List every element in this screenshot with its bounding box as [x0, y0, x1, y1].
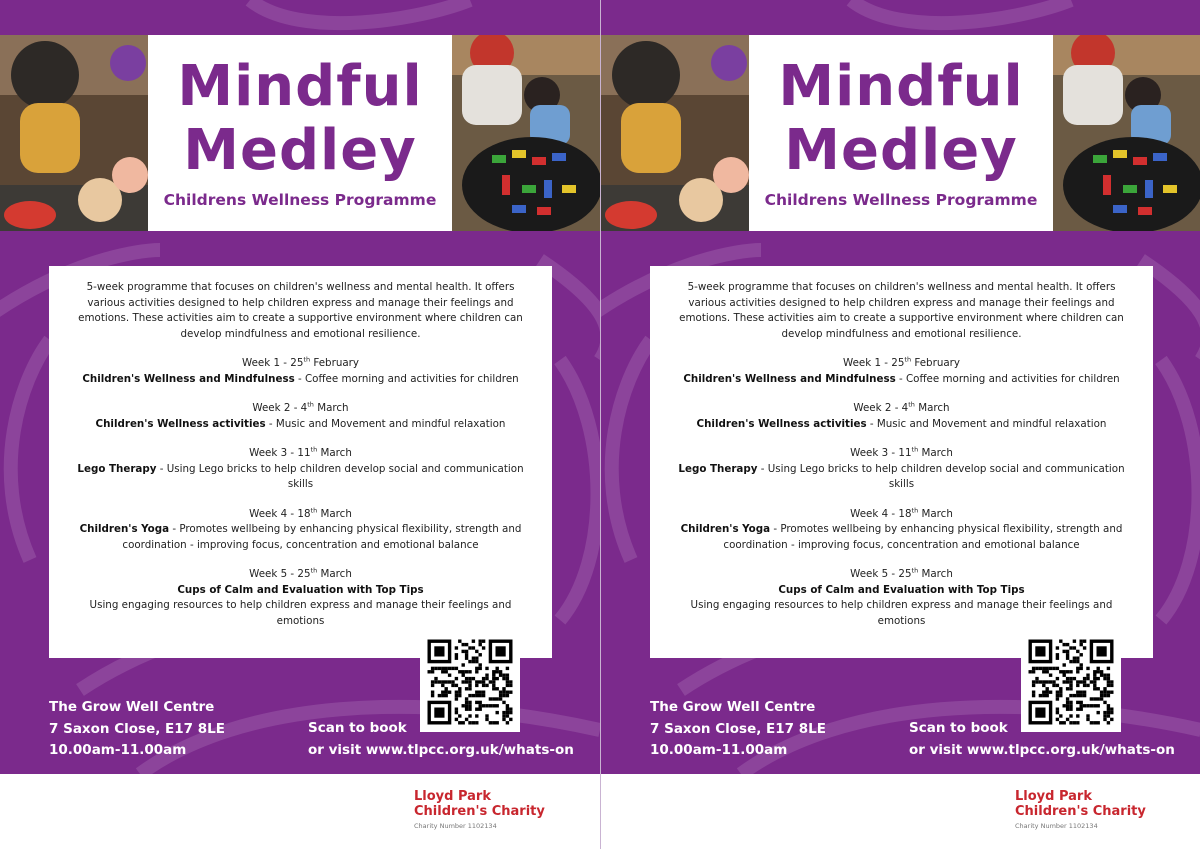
charity-number: Charity Number 1102134: [414, 822, 497, 830]
photo-child-bowl: [0, 35, 148, 231]
qr-code-icon[interactable]: [1021, 632, 1121, 732]
photo-child-bowl: [601, 35, 749, 231]
week-date: Week 1 - 25th February: [843, 355, 960, 369]
week-date: Week 3 - 11th March: [850, 445, 953, 459]
week-description: Children's Wellness activities - Music and Movement and mindful relaxation: [696, 417, 1107, 430]
header-band: [0, 35, 600, 231]
visit-website-link[interactable]: or visit www.tlpcc.org.uk/whats-on: [909, 741, 1175, 758]
logo-line-2: Children's Charity: [414, 804, 545, 819]
title-line-2: Medley: [183, 118, 417, 183]
week-description: Lego Therapy - Using Lego bricks to help children develop social and communication skills: [678, 462, 1125, 490]
week-item: [650, 567, 1153, 629]
scan-to-book: Scan to book: [909, 720, 1008, 736]
title-line-1: Mindful: [177, 54, 423, 119]
venue-block: [650, 697, 826, 762]
qr-code-icon[interactable]: [420, 632, 520, 732]
title-line-2: Medley: [784, 118, 1018, 183]
venue-name: The Grow Well Centre: [49, 699, 215, 715]
week-activity-name: Children's Yoga: [79, 523, 170, 535]
week-item: [650, 507, 1153, 554]
week-activity-name: Children's Wellness and Mindfulness: [683, 372, 896, 385]
week-item: [49, 446, 552, 493]
subtitle: Childrens Wellness Programme: [764, 191, 1038, 209]
charity-number: Charity Number 1102134: [1015, 822, 1098, 830]
header-band: [601, 35, 1200, 231]
week-item: [650, 446, 1153, 493]
week-description: Children's Wellness and Mindfulness - Coffee morning and activities for children: [82, 372, 519, 385]
title-box: [749, 35, 1053, 231]
week-item: [49, 401, 552, 432]
week-description: Cups of Calm and Evaluation with Top Tips Using engaging resources to help children express and manage their feelings and emotions: [650, 583, 1153, 630]
scan-to-book: Scan to book: [308, 720, 407, 736]
intro-text: 5-week programme that focuses on children's wellness and mental health. It offers various activities designed to help children express and manage their feelings and emotions. These activities aim to create a supportive environment where children can develop mindfulness and emotional resilience.: [78, 281, 523, 340]
photo-lego-play: [452, 35, 600, 231]
week-description: Children's Wellness activities - Music and Movement and mindful relaxation: [95, 417, 506, 430]
week-item: [49, 507, 552, 554]
week-date: Week 1 - 25th February: [242, 355, 359, 369]
week-item: [49, 567, 552, 629]
intro-text: 5-week programme that focuses on children's wellness and mental health. It offers various activities designed to help children express and manage their feelings and emotions. These activities aim to create a supportive environment where children can develop mindfulness and emotional resilience.: [679, 281, 1124, 340]
venue-time: 10.00am-11.00am: [650, 742, 788, 758]
week-date: Week 5 - 25th March: [249, 566, 352, 580]
visit-website-link[interactable]: or visit www.tlpcc.org.uk/whats-on: [308, 741, 574, 758]
subtitle: Childrens Wellness Programme: [163, 191, 437, 209]
venue-block: [49, 697, 225, 762]
lloyd-park-logo: [1015, 790, 1146, 830]
venue-name: The Grow Well Centre: [650, 699, 816, 715]
week-activity-name: Children's Yoga: [680, 523, 771, 535]
week-activity-name: Cups of Calm and Evaluation with Top Tips: [778, 583, 1025, 596]
week-date: Week 3 - 11th March: [249, 445, 352, 459]
week-item: [650, 401, 1153, 432]
logo-line-2: Children's Charity: [1015, 804, 1146, 819]
week-activity-name: Children's Wellness activities: [95, 417, 266, 430]
title-box: [148, 35, 452, 231]
week-description: Lego Therapy - Using Lego bricks to help children develop social and communication skills: [77, 462, 524, 490]
week-activity-name: Lego Therapy: [678, 462, 758, 475]
week-activity-name: Lego Therapy: [77, 462, 157, 475]
programme-card: [650, 266, 1153, 658]
week-activity-name: Cups of Calm and Evaluation with Top Tips: [177, 583, 424, 596]
week-date: Week 2 - 4th March: [252, 400, 349, 414]
booking-block: [308, 718, 574, 761]
booking-block: [909, 718, 1175, 761]
week-description: Children's Wellness and Mindfulness - Coffee morning and activities for children: [683, 372, 1120, 385]
title-line-1: Mindful: [778, 54, 1024, 119]
weeks-list: [650, 356, 1153, 629]
programme-card: [49, 266, 552, 658]
photo-lego-play: [1053, 35, 1200, 231]
week-item: [650, 356, 1153, 387]
week-date: Week 2 - 4th March: [853, 400, 950, 414]
poster-right: [600, 0, 1200, 849]
week-item: [49, 356, 552, 387]
week-date: Week 5 - 25th March: [850, 566, 953, 580]
week-activity-name: Children's Wellness activities: [696, 417, 867, 430]
week-date: Week 4 - 18th March: [850, 506, 953, 520]
weeks-list: [49, 356, 552, 629]
venue-address: 7 Saxon Close, E17 8LE: [49, 720, 225, 737]
logo-line-1: Lloyd Park: [1015, 789, 1092, 804]
week-description: Children's Yoga - Promotes wellbeing by enhancing physical flexibility, strength and coordination - improving focus, concentration and emotional balance: [79, 523, 522, 551]
week-date: Week 4 - 18th March: [249, 506, 352, 520]
venue-address: 7 Saxon Close, E17 8LE: [650, 720, 826, 737]
logo-line-1: Lloyd Park: [414, 789, 491, 804]
week-description: Cups of Calm and Evaluation with Top Tips Using engaging resources to help children express and manage their feelings and emotions: [49, 583, 552, 630]
week-activity-name: Children's Wellness and Mindfulness: [82, 372, 295, 385]
venue-time: 10.00am-11.00am: [49, 742, 187, 758]
week-description: Children's Yoga - Promotes wellbeing by enhancing physical flexibility, strength and coordination - improving focus, concentration and emotional balance: [680, 523, 1123, 551]
lloyd-park-logo: [414, 790, 545, 830]
